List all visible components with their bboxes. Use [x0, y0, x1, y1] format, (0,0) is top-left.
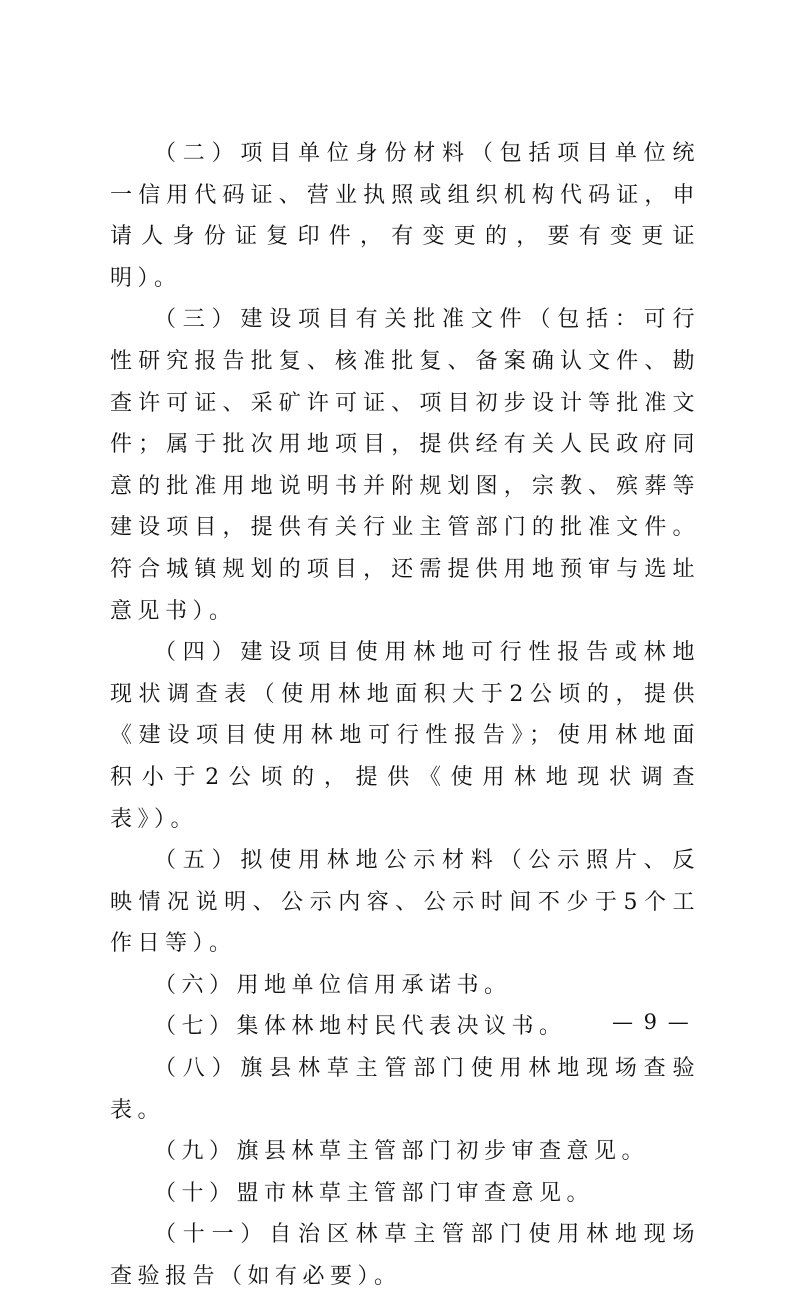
page-number: — 9 —: [612, 1010, 691, 1034]
paragraph-10: （十）盟市林草主管部门审查意见。: [154, 1180, 595, 1206]
paragraph-4: （四）建设项目使用林地可行性报告或林地现状调查表（使用林地面积大于2公顷的，提供《建设项目使用林地可行性报告》；使用林地面积小于2公顷的，提供《使用林地现状调查表》）。: [110, 640, 700, 832]
paragraph-6: （六）用地单位信用承诺书。: [154, 972, 512, 998]
paragraph-11: （十一）自治区林草主管部门使用林地现场查验报告（如有必要）。: [110, 1222, 700, 1290]
paragraph-5: （五）拟使用林地公示材料（公示照片、反映情况说明、公示内容、公示时间不少于5个工作日等）。: [110, 848, 700, 957]
document-body: [110, 133, 700, 1298]
paragraph-3: （三）建设项目有关批准文件（包括：可行性研究报告批复、核准批复、备案确认文件、勘查许可证、采矿许可证、项目初步设计等批准文件；属于批次用地项目，提供经有关人民政府同意的批准用地说明书并附规划图，宗教、殡葬等建设项目，提供有关行业主管部门的批准文件。符合城镇规划的项目，还需提供用地预审与选址意见书）。: [110, 307, 700, 624]
paragraph-9: （九）旗县林草主管部门初步审查意见。: [154, 1139, 650, 1165]
paragraph-7: （七）集体林地村民代表决议书。: [154, 1014, 567, 1040]
paragraph-2: （二）项目单位身份材料（包括项目单位统一信用代码证、营业执照或组织机构代码证，申请人身份证复印件，有变更的，要有变更证明）。: [110, 141, 700, 291]
paragraph-8: （八）旗县林草主管部门使用林地现场查验表。: [110, 1056, 700, 1123]
